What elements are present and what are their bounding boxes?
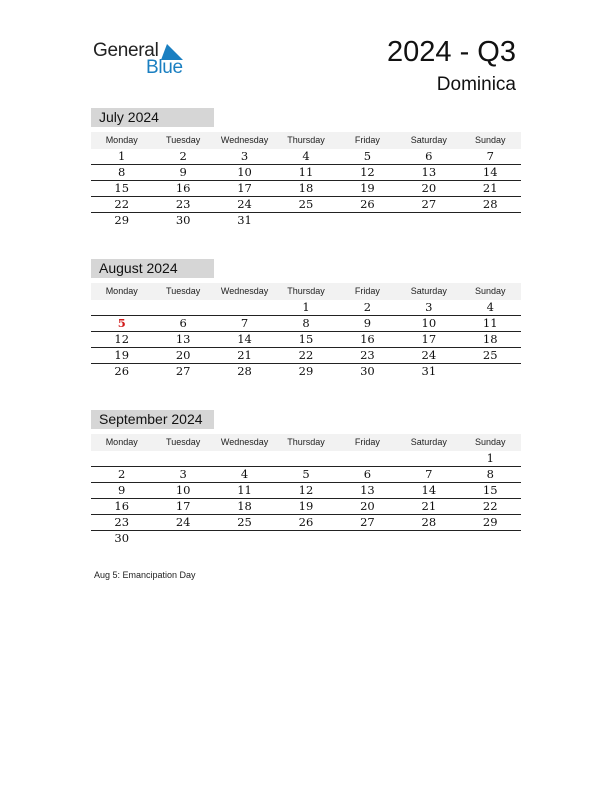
day-cell: 14	[237, 332, 252, 346]
day-cell	[398, 213, 459, 229]
day-cell	[152, 531, 213, 547]
day-cell: 17	[421, 332, 437, 346]
weekday-label: Tuesday	[166, 437, 201, 447]
day-cell: 30	[175, 213, 191, 227]
weekday-label: Tuesday	[166, 286, 201, 296]
day-cell	[275, 451, 336, 466]
week-row	[91, 149, 521, 165]
weekday-label: Monday	[105, 135, 138, 145]
week-row	[91, 531, 521, 547]
day-cell: 26	[360, 197, 375, 211]
day-cell: 6	[179, 316, 187, 330]
weekday-label: Monday	[105, 286, 138, 296]
day-cell: 31	[421, 364, 437, 378]
day-cell	[214, 451, 275, 466]
day-cell: 18	[237, 499, 252, 513]
weekday-label: Friday	[354, 135, 380, 145]
day-cell: 4	[486, 300, 494, 314]
day-cell: 2	[118, 467, 126, 481]
week-row	[91, 483, 521, 499]
day-cell: 12	[360, 165, 375, 179]
day-cell: 14	[482, 165, 498, 179]
weekday-label: Friday	[354, 286, 380, 296]
day-cell: 29	[298, 364, 314, 378]
day-cell: 21	[482, 181, 498, 195]
day-cell: 20	[175, 348, 191, 362]
weekday-label: Monday	[105, 437, 138, 447]
logo-word-blue: Blue	[146, 57, 183, 78]
month-july	[91, 108, 521, 229]
weekday-label: Wednesday	[220, 286, 269, 296]
day-cell	[91, 300, 152, 315]
weekday-label: Wednesday	[220, 135, 269, 145]
day-cell: 21	[237, 348, 252, 362]
day-cell: 9	[118, 483, 126, 497]
day-cell: 24	[237, 197, 252, 211]
country-name: Dominica	[436, 74, 516, 95]
day-cell: 18	[298, 181, 314, 195]
day-cell	[337, 451, 398, 466]
week-row	[91, 197, 521, 213]
weekday-label: Saturday	[410, 437, 447, 447]
week-row	[91, 467, 521, 483]
day-cell: 30	[114, 531, 130, 545]
day-cell: 29	[114, 213, 130, 227]
day-cell: 1	[118, 149, 126, 163]
month-september	[91, 410, 521, 547]
day-cell: 7	[425, 467, 433, 481]
weekday-label: Thursday	[287, 437, 325, 447]
day-cell: 10	[237, 165, 252, 179]
day-cell: 16	[360, 332, 375, 346]
day-cell: 1	[302, 300, 310, 314]
day-cell: 4	[302, 149, 310, 163]
day-cell: 10	[175, 483, 191, 497]
day-cell: 11	[482, 316, 498, 330]
day-cell: 12	[114, 332, 130, 346]
day-cell: 15	[298, 332, 314, 346]
day-cell: 4	[240, 467, 249, 481]
week-row	[91, 451, 521, 467]
generalblue-logo	[93, 40, 193, 80]
day-cell	[337, 531, 398, 547]
day-cell: 28	[421, 515, 437, 529]
day-cell: 25	[237, 515, 252, 529]
day-cell: 15	[114, 181, 130, 195]
weekday-label: Tuesday	[166, 135, 201, 145]
day-cell: 17	[175, 499, 191, 513]
week-row	[91, 515, 521, 531]
day-cell: 9	[179, 165, 187, 179]
week-row	[91, 213, 521, 229]
day-cell: 20	[360, 499, 375, 513]
day-cell: 28	[237, 364, 252, 378]
day-cell: 26	[298, 515, 314, 529]
day-cell: 8	[118, 165, 126, 179]
day-cell: 6	[363, 467, 372, 481]
day-cell: 20	[421, 181, 437, 195]
week-rows	[91, 451, 521, 547]
day-cell	[460, 364, 521, 380]
day-cell: 15	[482, 483, 498, 497]
week-row	[91, 364, 521, 380]
day-cell: 2	[179, 149, 187, 163]
day-cell: 7	[486, 149, 494, 163]
weekday-label: Saturday	[410, 286, 447, 296]
day-cell	[152, 451, 213, 466]
week-rows	[91, 149, 521, 229]
day-cell: 28	[482, 197, 498, 211]
weekday-label: Wednesday	[220, 437, 269, 447]
day-cell: 19	[114, 348, 130, 362]
day-cell: 27	[421, 197, 437, 211]
week-row	[91, 316, 521, 332]
day-cell: 13	[175, 332, 191, 346]
day-cell: 12	[298, 483, 314, 497]
weekday-label: Friday	[354, 437, 380, 447]
weekday-label: Sunday	[474, 135, 506, 145]
day-cell: 30	[360, 364, 375, 378]
day-cell: 5	[117, 316, 126, 330]
day-cell: 14	[421, 483, 437, 497]
day-cell: 22	[482, 499, 498, 513]
logo-word-general: General	[93, 40, 159, 61]
week-row	[91, 165, 521, 181]
day-cell	[214, 531, 275, 547]
page-title: 2024 - Q3	[387, 36, 516, 68]
weekday-header	[91, 434, 521, 451]
day-cell: 16	[114, 499, 130, 513]
day-cell: 3	[240, 149, 249, 163]
day-cell: 29	[482, 515, 498, 529]
day-cell: 27	[175, 364, 191, 378]
day-cell: 24	[175, 515, 191, 529]
day-cell: 24	[421, 348, 437, 362]
day-cell: 18	[482, 332, 498, 346]
holiday-note: Aug 5: Emancipation Day	[94, 570, 196, 580]
day-cell: 8	[302, 316, 310, 330]
day-cell: 26	[114, 364, 130, 378]
day-cell: 25	[482, 348, 498, 362]
week-row	[91, 348, 521, 364]
day-cell: 8	[486, 467, 494, 481]
day-cell: 3	[179, 467, 187, 481]
day-cell	[398, 531, 459, 547]
day-cell: 11	[237, 483, 252, 497]
month-title: September 2024	[91, 410, 214, 429]
day-cell: 1	[486, 451, 494, 465]
day-cell: 23	[360, 348, 375, 362]
day-cell: 2	[363, 300, 372, 314]
day-cell	[460, 213, 521, 229]
day-cell: 27	[360, 515, 375, 529]
weekday-header	[91, 283, 521, 300]
week-row	[91, 499, 521, 515]
day-cell: 25	[298, 197, 314, 211]
day-cell: 13	[360, 483, 375, 497]
day-cell: 17	[237, 181, 252, 195]
day-cell	[460, 531, 521, 547]
day-cell	[337, 213, 398, 229]
day-cell: 13	[421, 165, 437, 179]
week-rows	[91, 300, 521, 380]
day-cell: 31	[237, 213, 252, 227]
weekday-label: Saturday	[410, 135, 447, 145]
day-cell: 7	[240, 316, 249, 330]
day-cell: 23	[175, 197, 191, 211]
month-title: July 2024	[91, 108, 214, 127]
day-cell	[91, 451, 152, 466]
day-cell	[275, 213, 336, 229]
day-cell: 3	[425, 300, 433, 314]
month-title: August 2024	[91, 259, 214, 278]
day-cell	[275, 531, 336, 547]
day-cell: 6	[425, 149, 433, 163]
day-cell: 11	[298, 165, 314, 179]
day-cell: 23	[114, 515, 130, 529]
day-cell	[152, 300, 213, 315]
weekday-label: Sunday	[474, 286, 506, 296]
day-cell: 22	[298, 348, 314, 362]
day-cell: 19	[360, 181, 375, 195]
week-row	[91, 181, 521, 197]
day-cell: 5	[302, 467, 310, 481]
day-cell: 5	[363, 149, 372, 163]
weekday-label: Sunday	[474, 437, 506, 447]
weekday-header	[91, 132, 521, 149]
day-cell: 22	[114, 197, 130, 211]
day-cell	[214, 300, 275, 315]
week-row	[91, 332, 521, 348]
day-cell: 9	[363, 316, 372, 330]
day-cell: 21	[421, 499, 437, 513]
month-august	[91, 259, 521, 380]
week-row	[91, 300, 521, 316]
day-cell	[398, 451, 459, 466]
day-cell: 19	[298, 499, 314, 513]
weekday-label: Thursday	[287, 135, 325, 145]
day-cell: 10	[421, 316, 437, 330]
weekday-label: Thursday	[287, 286, 325, 296]
day-cell: 16	[175, 181, 191, 195]
